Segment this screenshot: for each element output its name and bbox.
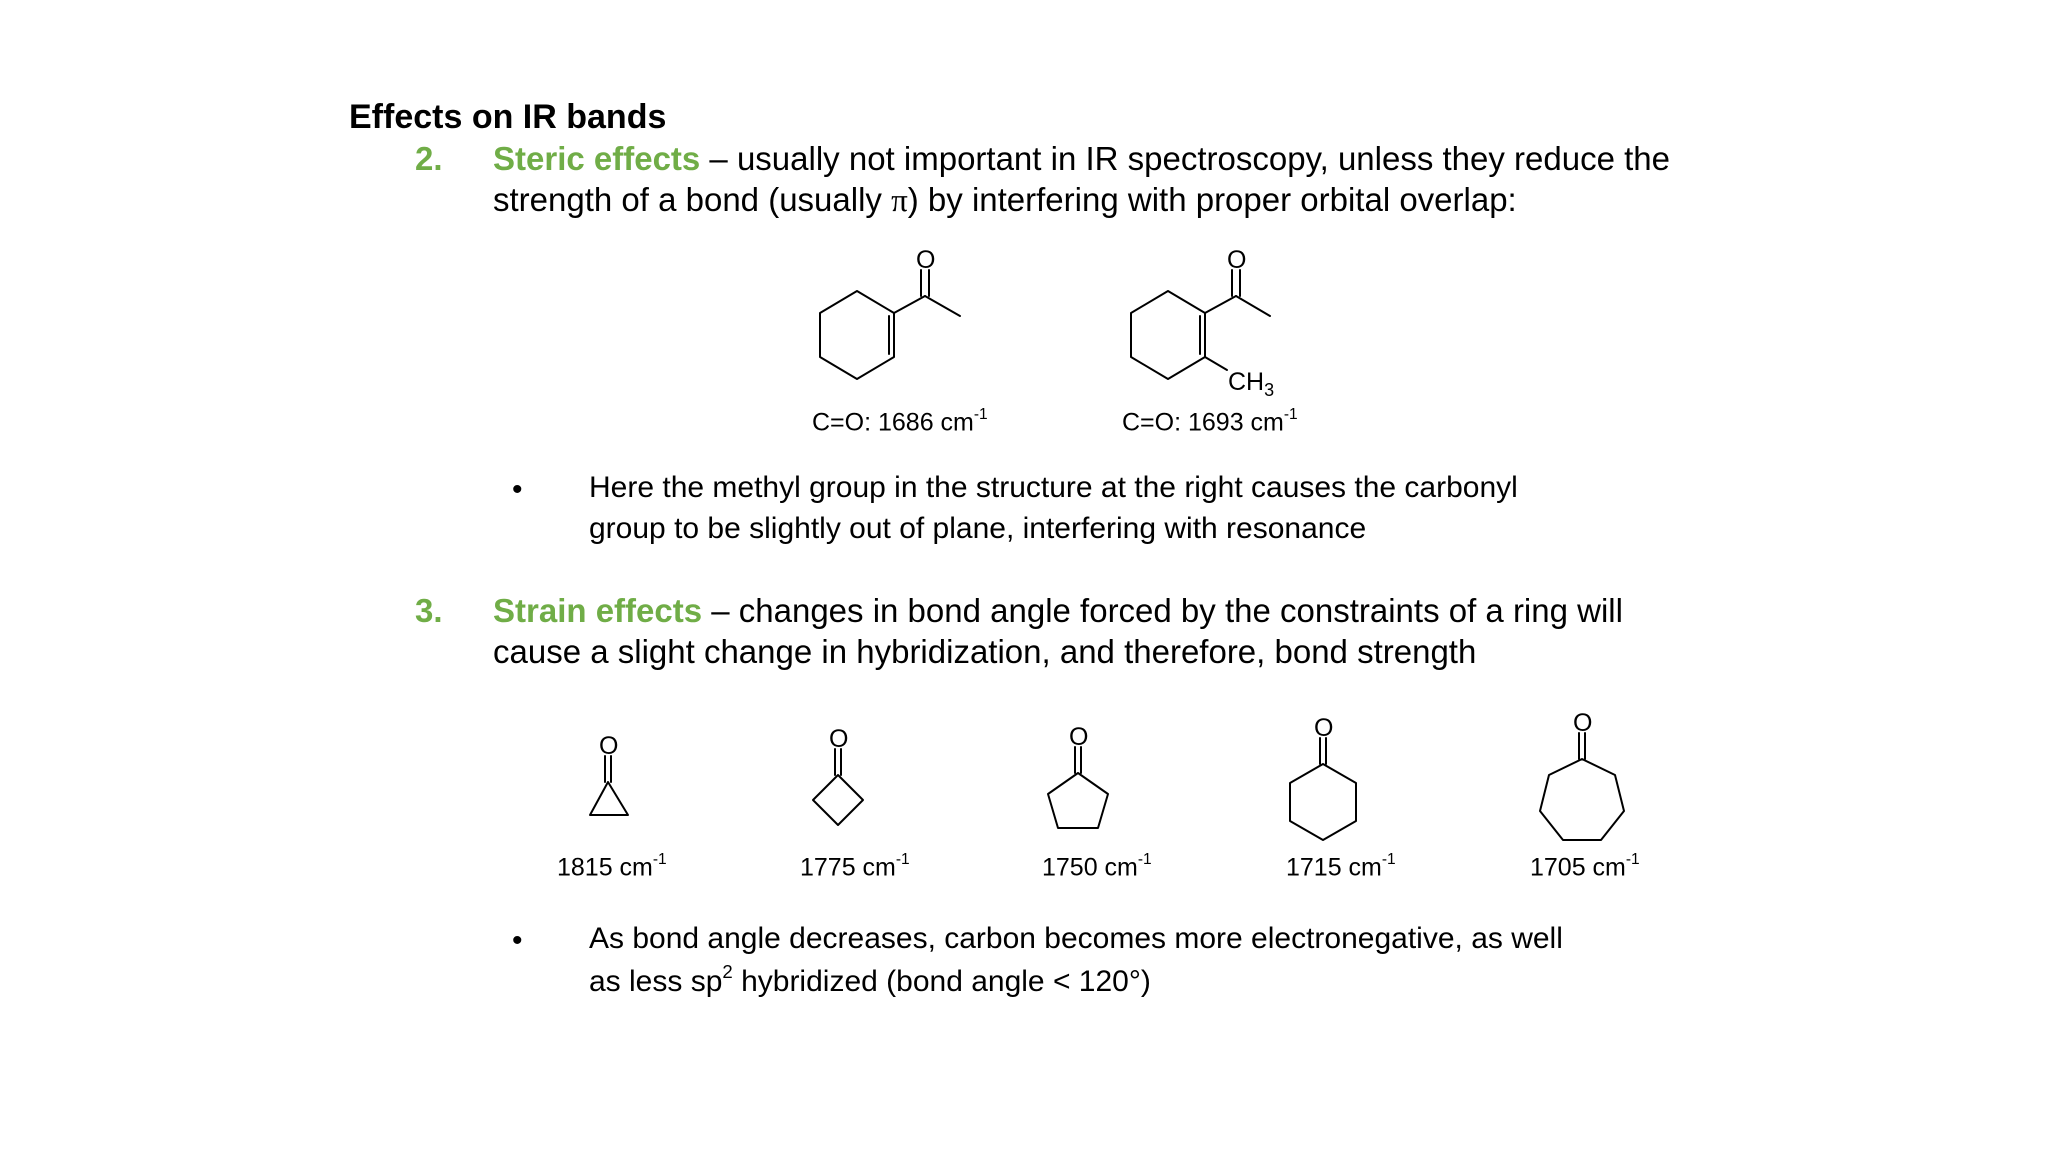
section-3-bullet-line-2-a: as less sp bbox=[589, 965, 723, 998]
oxygen-label: O bbox=[829, 725, 849, 753]
steric-label-2-text: C=O: 1693 cm bbox=[1122, 408, 1284, 437]
cyclohexanone-structure bbox=[1275, 710, 1375, 840]
strain-label-1-text: 1815 cm bbox=[557, 853, 653, 882]
strain-label-4 bbox=[1286, 853, 1396, 882]
strain-label-5-sup: -1 bbox=[1625, 851, 1640, 868]
page-title: Effects on IR bands bbox=[349, 98, 667, 136]
oxygen-label: O bbox=[599, 732, 619, 760]
sp2-superscript: 2 bbox=[722, 961, 733, 982]
section-3-bullet-line-2 bbox=[589, 963, 1151, 999]
steric-label-1-text: C=O: 1686 cm bbox=[812, 408, 974, 437]
cycloheptanone-structure bbox=[1530, 705, 1640, 845]
methyl-text: CH bbox=[1228, 368, 1265, 396]
strain-label-2-text: 1775 cm bbox=[800, 853, 896, 882]
steric-label-2 bbox=[1122, 408, 1298, 437]
bullet-symbol: • bbox=[512, 924, 523, 957]
section-3-bullet-line-2-b: hybridized (bond angle < 120°) bbox=[732, 965, 1151, 998]
section-2-line-1 bbox=[493, 140, 1670, 178]
acetylcyclohexene-structure bbox=[800, 240, 1000, 390]
strain-label-3-sup: -1 bbox=[1137, 851, 1152, 868]
section-3-bullet-line-1: As bond angle decreases, carbon becomes more electronegative, as well bbox=[589, 922, 1563, 955]
strain-label-4-sup: -1 bbox=[1381, 851, 1396, 868]
section-2-line-2 bbox=[493, 181, 1517, 220]
section-3-line-1 bbox=[493, 592, 1623, 630]
cyclobutanone-structure bbox=[790, 715, 890, 835]
methyl-subscript: 3 bbox=[1264, 380, 1275, 400]
section-2-line-1-text: – usually not important in IR spectroscopy, unless they reduce the bbox=[700, 140, 1670, 177]
methyl-label bbox=[1228, 368, 1274, 400]
strain-label-2-sup: -1 bbox=[895, 851, 910, 868]
oxygen-label: O bbox=[1069, 723, 1089, 751]
strain-label-1 bbox=[557, 853, 667, 882]
bullet-symbol: • bbox=[512, 473, 523, 506]
oxygen-label: O bbox=[1227, 246, 1247, 274]
strain-label-3 bbox=[1042, 853, 1152, 882]
strain-label-1-sup: -1 bbox=[652, 851, 667, 868]
section-2-number: 2. bbox=[415, 140, 443, 177]
strain-label-3-text: 1750 cm bbox=[1042, 853, 1138, 882]
section-3-number: 3. bbox=[415, 592, 443, 629]
strain-label-2 bbox=[800, 853, 910, 882]
steric-label-1 bbox=[812, 408, 988, 437]
pi-symbol: π bbox=[891, 183, 908, 219]
section-2-line-2-a: strength of a bond (usually bbox=[493, 181, 892, 218]
cyclopentanone-structure bbox=[1030, 715, 1130, 835]
section-3-line-2: cause a slight change in hybridization, and therefore, bond strength bbox=[493, 633, 1477, 670]
strain-label-5 bbox=[1530, 853, 1640, 882]
acetylmethylcyclohexene-structure bbox=[1110, 240, 1330, 400]
strain-label-4-text: 1715 cm bbox=[1286, 853, 1382, 882]
oxygen-label: O bbox=[1573, 709, 1593, 737]
section-3-line-1-text: – changes in bond angle forced by the constraints of a ring will bbox=[702, 592, 1623, 629]
section-2-bullet-line-2: group to be slightly out of plane, interfering with resonance bbox=[589, 512, 1367, 545]
steric-label-2-sup: -1 bbox=[1283, 406, 1298, 423]
oxygen-label: O bbox=[916, 246, 936, 274]
cyclopropanone-structure bbox=[560, 720, 660, 840]
strain-label-5-text: 1705 cm bbox=[1530, 853, 1626, 882]
section-2-line-2-b: ) by interfering with proper orbital overlap: bbox=[907, 181, 1517, 218]
section-2-bullet-line-1: Here the methyl group in the structure at the right causes the carbonyl bbox=[589, 471, 1518, 504]
section-3-heading: Strain effects bbox=[493, 592, 703, 629]
section-2-heading: Steric effects bbox=[493, 140, 701, 177]
oxygen-label: O bbox=[1314, 714, 1334, 742]
steric-label-1-sup: -1 bbox=[973, 406, 988, 423]
